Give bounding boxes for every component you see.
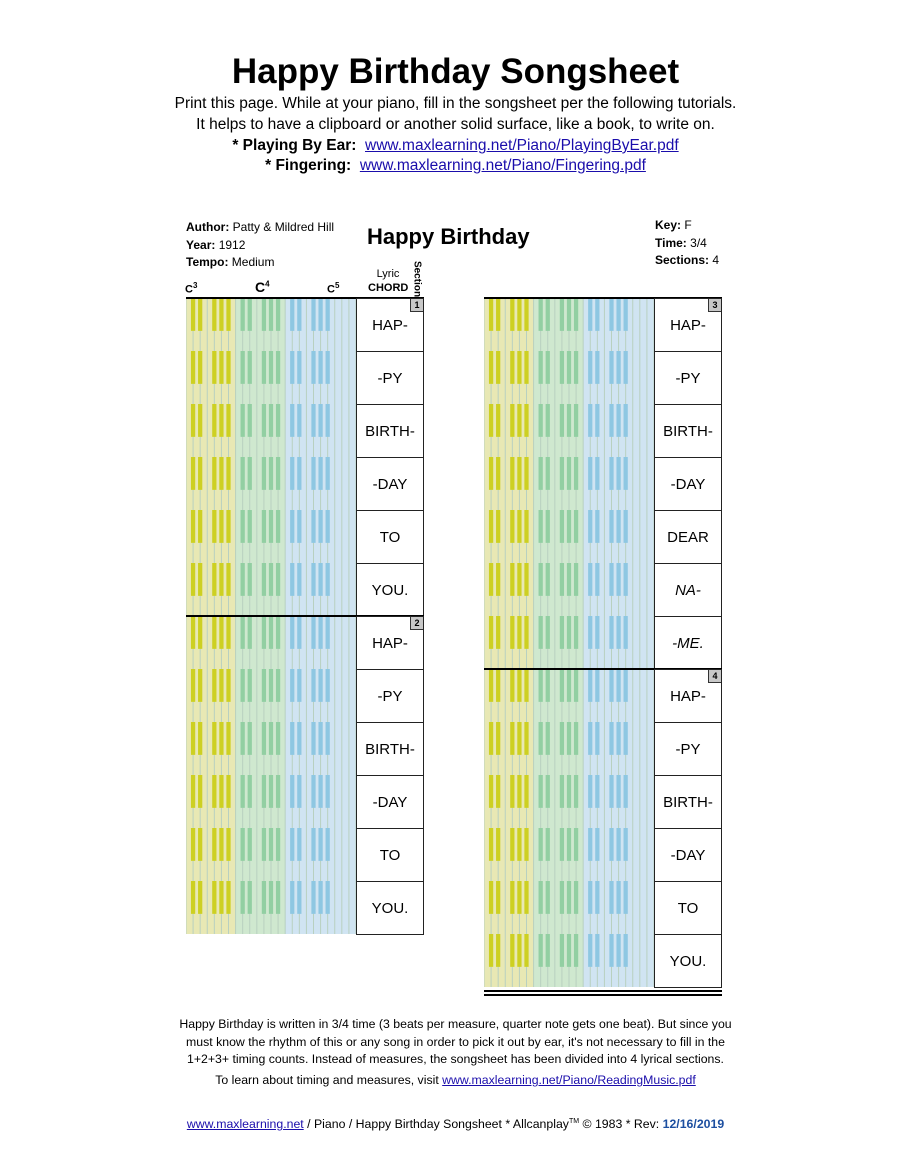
reading-music-link[interactable]: www.maxlearning.net/Piano/ReadingMusic.pdf [442,1073,696,1087]
keyboard-row [186,775,356,828]
keyboard-row [484,934,654,987]
intro-line-1: Print this page. While at your piano, fill in the songsheet per the following tutorials. [174,95,737,112]
key-label: Key: [655,218,682,232]
section-header-label: Section [411,260,423,298]
lyric-cell [356,828,424,882]
author-label: Author: [186,220,230,234]
lyric-cell [356,298,424,352]
section-number-badge: 3 [708,299,721,312]
page-title: Happy Birthday Songsheet [231,52,680,91]
lyric-text: DEAR [667,528,709,546]
lyric-text: -DAY [670,846,706,864]
lyric-text: -PY [675,369,701,387]
keyboard-row [484,775,654,828]
lyric-cell [356,616,424,670]
lyric-cell [654,828,722,882]
lyric-cell [356,563,424,617]
lyric-cell [356,669,424,723]
lyric-text: -PY [377,687,403,705]
lyric-text: YOU. [669,952,707,970]
end-double-bar [484,990,722,992]
keyboard-row [484,881,654,934]
time-value: 3/4 [690,235,707,250]
lyric-cell [356,404,424,458]
keyboard-row [484,404,654,457]
section-number-badge: 1 [410,299,423,312]
year-value: 1912 [218,237,246,252]
lyric-text: -PY [675,740,701,758]
keyboard-row [186,298,356,351]
playing-by-ear-line [0,136,911,155]
lyric-text: TO [379,528,401,546]
lyric-cell [654,881,722,935]
keyboard-row [484,722,654,775]
keyboard-row [186,616,356,669]
lyric-text: YOU. [371,581,409,599]
song-title: Happy Birthday [367,224,530,249]
lyric-text: -DAY [670,475,706,493]
fingering-label: * Fingering: [265,157,352,174]
lyric-header: Lyric [376,268,400,280]
lyric-text: YOU. [371,899,409,917]
time-label: Time: [655,235,687,250]
tempo-label: Tempo: [186,255,229,269]
footer-visit-text: To learn about timing and measures, visit [215,1073,439,1087]
lyric-text: BIRTH- [365,740,415,758]
footer-visit-line [0,1073,911,1087]
trademark: TM [568,1117,580,1125]
lyric-text: -PY [377,369,403,387]
lyric-text: TO [379,846,401,864]
keyboard-row [484,298,654,351]
tempo-value: Medium [231,255,275,269]
key-value: F [684,218,692,232]
author-value: Patty & Mildred Hill [232,220,335,234]
lyric-cell [654,775,722,829]
keyboard-row [484,669,654,722]
section-header [404,260,430,298]
keyboard-row [186,722,356,775]
lyric-text: HAP- [670,687,706,705]
footer-path: / Piano / Happy Birthday Songsheet * Allcanplay [303,1117,569,1131]
keyboard-row [186,563,356,616]
lyric-cell [654,669,722,723]
footer-copyright: © 1983 * Rev: [579,1117,663,1131]
lyric-text: BIRTH- [365,422,415,440]
c5-label: $C^5$ [327,281,340,296]
lyric-text: NA- [675,581,701,599]
keyboard-row [484,351,654,404]
playing-by-ear-link[interactable]: www.maxlearning.net/Piano/PlayingByEar.pdf [365,137,679,154]
lyric-cell [654,298,722,352]
end-double-bar [484,994,722,996]
song-info [186,219,334,272]
section-number-badge: 2 [410,617,423,630]
sections-value: 4 [712,253,720,267]
footer-note: Happy Birthday is written in 3/4 time (3 beats per measure, quarter note gets one beat). But since you must know the rhythm of this or any song in order to pick it out by ear, it's not necessary to fill in the 1+2+3+ timing counts. Instead of measures, the songsheet has been divided into 4 lyrical sections. [179,1017,732,1066]
keyboard-row [186,351,356,404]
keyboard-row [186,404,356,457]
playing-by-ear-label: * Playing By Ear: [232,137,357,154]
lyric-text: HAP- [670,316,706,334]
site-link[interactable]: www.maxlearning.net [186,1117,304,1131]
keyboard-row [186,510,356,563]
lyric-text: BIRTH- [663,793,713,811]
lyric-cell [356,775,424,829]
keyboard-row [484,563,654,616]
c4-label: $C^4$ [255,279,270,295]
keyboard-row [186,881,356,934]
fingering-link[interactable]: www.maxlearning.net/Piano/Fingering.pdf [359,157,646,174]
lyric-text: TO [677,899,699,917]
intro-line-2: It helps to have a clipboard or another solid surface, like a book, to write on. [196,116,715,133]
lyric-cell [654,404,722,458]
lyric-cell [356,351,424,405]
lyric-chord-header [368,267,408,295]
keyboard-row [484,616,654,669]
keyboard-row [484,457,654,510]
lyric-cell [356,457,424,511]
lyric-cell [654,563,722,617]
section-number-badge: 4 [708,670,721,683]
sections-label: Sections: [655,253,710,267]
lyric-text: HAP- [372,316,408,334]
lyric-cell [654,457,722,511]
revision-date: 12/16/2019 [662,1117,725,1131]
chord-header: CHORD [368,282,409,294]
lyric-text: BIRTH- [663,422,713,440]
lyric-cell [654,722,722,776]
lyric-text: -DAY [372,793,408,811]
lyric-cell [356,881,424,935]
keyboard-row [484,828,654,881]
lyric-cell [356,722,424,776]
lyric-text: HAP- [372,634,408,652]
lyric-cell [654,510,722,564]
lyric-text: -DAY [372,475,408,493]
lyric-cell [654,351,722,405]
song-key-info [655,217,719,270]
keyboard-row [186,828,356,881]
year-label: Year: [186,237,216,252]
footer-credit-line [0,1117,911,1131]
lyric-cell [654,934,722,988]
fingering-line [0,156,911,175]
lyric-cell [356,510,424,564]
keyboard-row [186,669,356,722]
c3-label: $C^3$ [185,281,198,296]
lyric-cell [654,616,722,670]
keyboard-row [186,457,356,510]
lyric-text: -ME. [672,634,704,652]
keyboard-row [484,510,654,563]
